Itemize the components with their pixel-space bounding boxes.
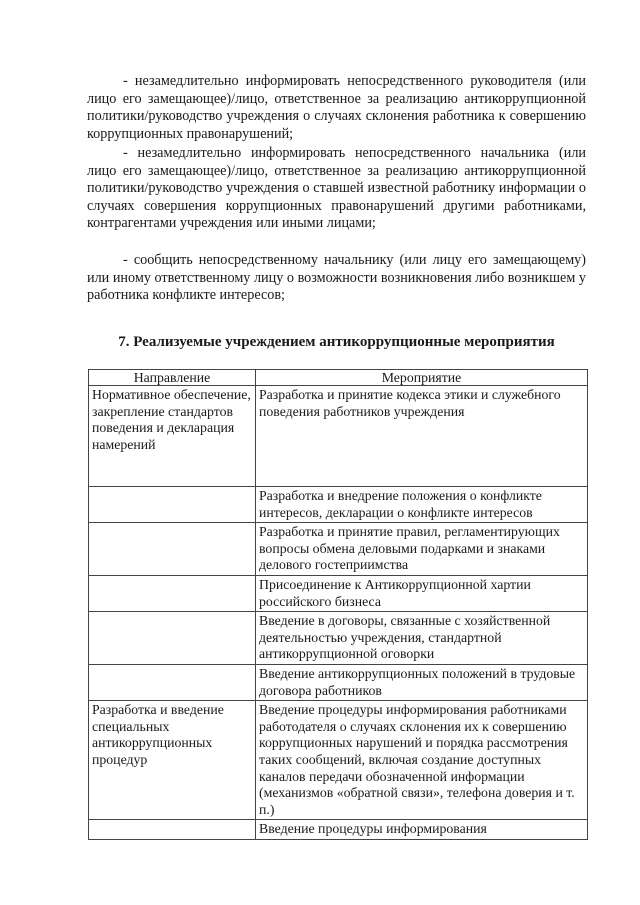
measure-cell: Разработка и принятие правил, регламентирующих вопросы обмена деловыми подарками и знаками делового гостеприимства: [256, 523, 588, 576]
section-heading: 7. Реализуемые учреждением антикоррупционные мероприятия: [118, 334, 555, 350]
direction-cell: [89, 523, 256, 576]
table-row: [89, 664, 588, 700]
measures-table: [88, 369, 588, 840]
table-row: [89, 523, 588, 576]
table-row: [89, 612, 588, 665]
paragraph-inform-supervisor: - незамедлительно информировать непосредственного начальника (или лицо его замещающее)/лицо, ответственное за реализацию антикоррупционной политики/руководство учреждения о ставшей известной работнику информации о случаях совершения коррупционных правонарушений другими работниками, контрагентами учреждения или иными лицами;: [87, 145, 586, 232]
direction-cell: [89, 487, 256, 523]
paragraph-inform-manager: - незамедлительно информировать непосредственного руководителя (или лицо его замещающее)/лицо, ответственное за реализацию антикоррупционной политики/руководство учреждения о случаях склонения работника к совершению коррупционных правонарушений;: [87, 73, 586, 142]
column-header-direction: Направление: [89, 370, 256, 386]
measure-cell: Присоединение к Антикоррупционной хартии российского бизнеса: [256, 575, 588, 611]
measure-cell: Разработка и внедрение положения о конфликте интересов, декларации о конфликте интересов: [256, 487, 588, 523]
direction-cell: Разработка и введение специальных антикоррупционных процедур: [89, 701, 256, 820]
table-row: [89, 820, 588, 840]
column-header-measure: Мероприятие: [256, 370, 588, 386]
direction-cell: [89, 664, 256, 700]
measure-cell: Введение процедуры информирования: [256, 820, 588, 840]
table-header-row: [89, 370, 588, 386]
direction-cell: Нормативное обеспечение, закрепление стандартов поведения и декларация намерений: [89, 386, 256, 487]
direction-cell: [89, 820, 256, 840]
table-row: [89, 701, 588, 820]
direction-cell: [89, 612, 256, 665]
table-row: [89, 575, 588, 611]
measure-cell: Введение процедуры информирования работниками работодателя о случаях склонения их к совершению коррупционных нарушений и порядка рассмотрения таких сообщений, включая создание доступных каналов передачи обозначенной информации (механизмов «обратной связи», телефона доверия и т. п.): [256, 701, 588, 820]
table-row: [89, 386, 588, 487]
paragraph-conflict-of-interest: - сообщить непосредственному начальнику (или лицу его замещающему) или иному ответственному лицу о возможности возникновения либо возникшем у работника конфликте интересов;: [87, 252, 586, 304]
measure-cell: Введение в договоры, связанные с хозяйственной деятельностью учреждения, стандартной антикоррупционной оговорки: [256, 612, 588, 665]
measure-cell: Введение антикоррупционных положений в трудовые договора работников: [256, 664, 588, 700]
direction-cell: [89, 575, 256, 611]
table-row: [89, 487, 588, 523]
measure-cell: Разработка и принятие кодекса этики и служебного поведения работников учреждения: [256, 386, 588, 487]
